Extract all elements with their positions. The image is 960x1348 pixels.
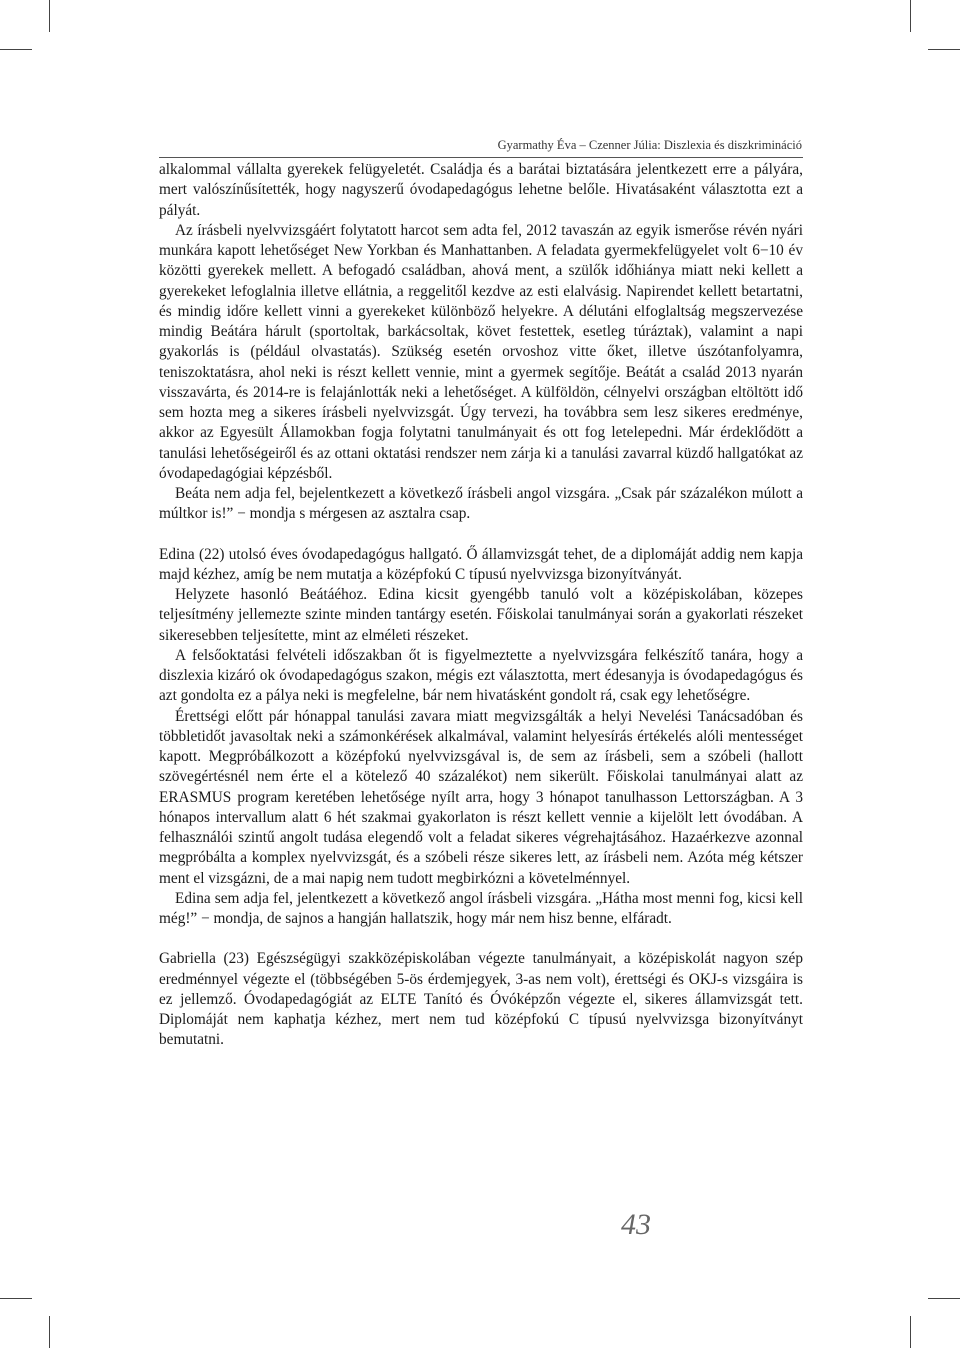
- paragraph: alkalommal vállalta gyerekek felügyeletét. Családja és a barátai biztatására jelentkezett erre a pályára, mert valószínűsítették, hogy nagyszerű óvodapedagógus lehetne belőle. Hivatásaként választotta ezt a pályát.: [159, 161, 803, 219]
- paragraph: Gabriella (23) Egészségügyi szakközépiskolában végezte tanulmányait, a középiskolát nagyon szép eredménnyel végezte el (többségében 5-ös érdemjegyek, 3-as nem volt), érettségi és OKJ-s vizsgáira is ez jellemző. Óvodapedagógiát az ELTE Tanító és Óvóképzőn végezte el, sikeres államvizsgát tett. Diplomáját nem kaphatja kézhez, mert nem tud középfokú C típusú nyelvvizsga bizonyítványt bemutatni.: [159, 950, 803, 1049]
- paragraph: Beáta nem adja fel, bejelentkezett a következő írásbeli angol vizsgára. „Csak pár százalékon múlott a múltkor is!” − mondja s mérgesen az asztalra csap.: [159, 485, 803, 523]
- body-text: [159, 160, 803, 1051]
- crop-mark: [910, 0, 911, 32]
- crop-mark: [910, 1316, 911, 1348]
- paragraph: A felsőoktatási felvételi időszakban őt is figyelmeztette a nyelvvizsgára felkészítő tanára, hogy a diszlexia kizáró ok óvodapedagógus szakon, mégis ezt választotta, mert édesanyja is óvodapedagógus és azt gondolta ez a pálya neki is megfelelne, bár nem hivatásként gondolt rá, csak egy lehetőségre.: [159, 646, 803, 705]
- crop-mark: [49, 1316, 50, 1348]
- crop-mark: [0, 1298, 32, 1299]
- crop-mark: [928, 1298, 960, 1299]
- crop-mark: [49, 0, 50, 32]
- paragraph: Az írásbeli nyelvvizsgáért folytatott harcot sem adta fel, 2012 tavaszán az egyik ismerőse révén nyári munkára kapott lehetőséget New Yorkban és Manhattanben. A feladata gyermekfelügyelet volt 6−10 év közötti gyerekek mellett. A befogadó családban, ahová ment, a szülők időhiánya miatt neki kellett a gyerekeket lefoglalnia illetve ellátnia, a reggelitől kezdve az esti elalvásig. Napirendet kellett betartatni, és mindig időre kellett vinni a gyerekeket különböző helyekre. A délutáni elfoglaltság megszervezése mindig Beátára hárult (sportoltak, barkácsoltak, követ festettek, esetleg túráztak), valamint a napi gyakorlás is (például olvastatás). Szükség esetén orvoshoz vitte őket, illetve úszótanfolyamra, teniszoktatásra, ahol neki is részt kellett vennie, mint a gyermek segítője. Beátát a család 2013 nyarán visszavárta, és 2014-re is felajánlották neki a lehetőséget. A külföldön, célnyelvi országban eltöltött idő sem hozta meg a sikeres írásbeli nyelvvizsgát. Úgy tervezi, ha továbbra sem lesz sikeres eredménye, akkor az Egyesült Államokban fogja folytatni tanulmányait és ott fog letelepedni. Már érdeklődött a tanulási lehetőségeiről és az ottani oktatási rendszer nem zárja ki a tanulási zavarral küzdő hallgatókat az óvodapedagógiai képzésből.: [159, 221, 803, 482]
- paragraph: Helyzete hasonló Beátáéhoz. Edina kicsit gyengébb tanuló volt a középiskolában, közepes teljesítmény jellemezte szinte minden tantárgy esetén. Főiskolai tanulmányai során a gyakorlati részeket sikeresebben teljesítette, mint az elméleti részeket.: [159, 586, 803, 644]
- paragraph: Edina (22) utolsó éves óvodapedagógus hallgató. Ő államvizsgát tehet, de a diplomáját addig nem kapja majd kézhez, amíg be nem mutatja a középfokú C típusú nyelvvizsga bizonyítványát.: [159, 545, 803, 583]
- paragraph: Érettségi előtt pár hónappal tanulási zavara miatt megvizsgálták a helyi Nevelési Tanácsadóban és többletidőt javasoltak neki a számonkérések alkalmával, valamint helyesírás értékelés alóli mentességet kapott. Megpróbálkozott a középfokú nyelvvizsgával is, de sem az írásbeli, sem a szóbeli (hallott szövegértésnél nem érte el a kötelező 40 százalékot) nem sikerült. Főiskolai tanulmányai alatt az ERASMUS program keretében lehetősége nyílt arra, hogy 3 hónapot tanulhasson Lettországban. A 3 hónapos intervallum alatt 6 hét szakmai gyakorlaton is részt kellett vennie a kijelölt lett óvodában. A felhasználói szintű angolt tudása elegendő volt a feladat sikeres végrehajtásához. Hazaérkezve azonnal megpróbálta a komplex nyelvvizsgát, és a szóbeli része sikeres lett, az írásbeli nem. Azóta még kétszer ment el vizsgázni, de a mai napig nem tudott megbirkózni a követelménnyel.: [159, 707, 803, 887]
- crop-mark: [928, 49, 960, 50]
- crop-mark: [0, 49, 32, 50]
- paragraph: Edina sem adja fel, jelentkezett a következő angol írásbeli vizsgára. „Hátha most menni fog, kicsi kell még!” − mondja, de sajnos a hangján hallatszik, hogy már nem hisz benne, elfáradt.: [159, 889, 803, 927]
- header-rule: [159, 157, 803, 158]
- page-number: 43: [621, 1208, 651, 1241]
- running-head: Gyarmathy Éva – Czenner Júlia: Diszlexia és diszkrimináció: [497, 138, 802, 152]
